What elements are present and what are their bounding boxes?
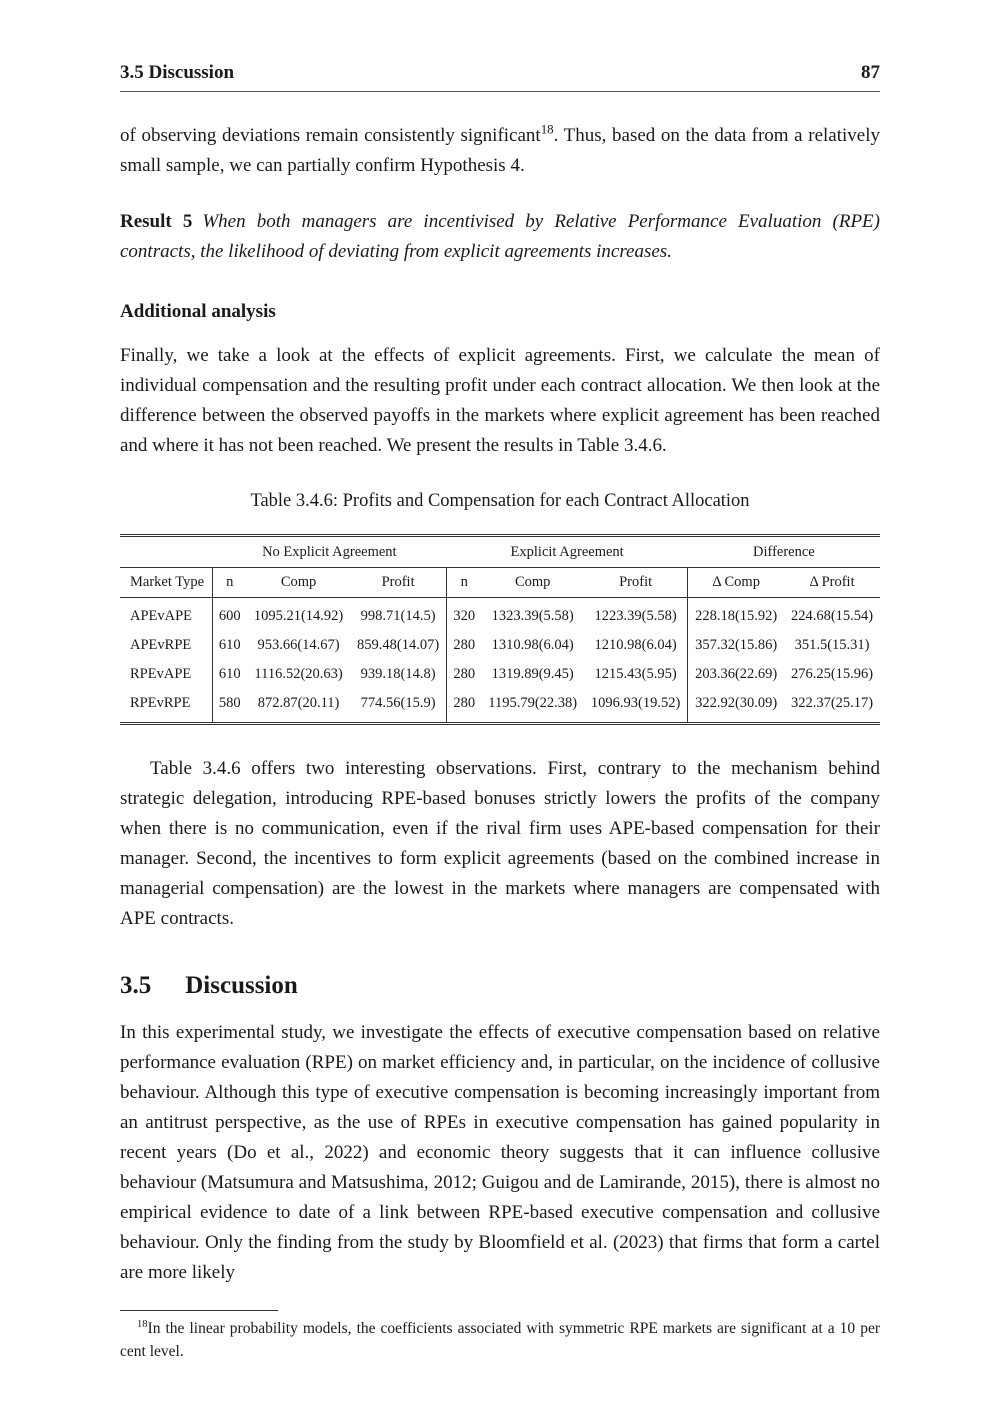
page-number: 87 — [861, 62, 880, 83]
additional-analysis-paragraph: Finally, we take a look at the effects of explicit agreements. First, we calculate the mean of individual compensation and the resulting profit under each contract allocation. We then look at the difference between the observed payoffs in the markets where explicit agreement has been reached and where it has not been reached. We present the results in Table 3.4.6. — [120, 345, 880, 457]
table-row — [120, 660, 880, 689]
table-column-header: Comp — [247, 568, 350, 598]
table-cell: 580 — [218, 695, 241, 712]
footnote-text-block — [120, 1318, 880, 1363]
table-cell: 953.66(14.67) — [257, 637, 340, 654]
section-heading — [120, 972, 880, 1000]
discussion-paragraph: In this experimental study, we investigate the effects of executive compensation based on relative performance evaluation (RPE) on market efficiency and, in particular, on the incidence of collusive behaviour. Although this type of executive compensation is becoming increasingly important from an antitrust perspective, as the use of RPEs in executive compensation has gained popularity in recent years (Do et al., 2022) and economic theory suggests that it can influence collusive behaviour (Matsumura and Matsushima, 2012; Guigou and de Lamirande, 2015), there is almost no empirical evidence to date of a link between RPE-based executive compensation and collusive behaviour. Only the finding from the study by Bloomfield et al. (2023) that firms that form a cartel are more likely — [120, 1022, 880, 1284]
table-cell: 610 — [218, 666, 241, 683]
table-body — [120, 598, 880, 724]
table-cell: 320 — [453, 608, 476, 625]
table-column-header: Δ Comp — [688, 568, 784, 598]
table-cell: 1116.52(20.63) — [254, 666, 343, 683]
table-caption: Table 3.4.6: Profits and Compensation for each Contract Allocation — [250, 491, 750, 512]
table-cell: APEvRPE — [120, 631, 212, 660]
footnote-reference: 18 — [540, 121, 554, 137]
table-cell: 1210.98(6.04) — [584, 631, 688, 660]
table-row — [120, 631, 880, 660]
table-cell: 1195.79(22.38) — [488, 695, 578, 712]
table-group-header: No Explicit Agreement — [212, 536, 446, 568]
table-cell: 280 — [453, 637, 476, 654]
running-head — [120, 62, 880, 92]
table-cell: 224.68(15.54) — [790, 608, 874, 625]
table-column-header: Profit — [350, 568, 446, 598]
running-head-section: 3.5 Discussion — [120, 62, 235, 83]
table-column-header: n — [212, 568, 247, 598]
table-head — [120, 536, 880, 598]
table-group-header-spacer — [120, 536, 212, 568]
table-cell: 774.56(15.9) — [350, 689, 446, 724]
results-table — [120, 534, 880, 725]
table-cell: 1323.39(5.58) — [491, 608, 574, 625]
table-cell: RPEvRPE — [120, 689, 212, 724]
table-cell: 859.48(14.07) — [350, 631, 446, 660]
footnote-text: In the linear probability models, the coefficients associated with symmetric RPE markets are significant at a 10 per cent level. — [120, 1320, 880, 1360]
table-column-header: Δ Profit — [784, 568, 880, 598]
table-cell: 600 — [218, 608, 241, 625]
table-column-header: Comp — [481, 568, 584, 598]
section-title: Discussion — [185, 972, 298, 1000]
table-cell: RPEvAPE — [120, 660, 212, 689]
table-cell: 1096.93(19.52) — [584, 689, 688, 724]
table-cell: 1095.21(14.92) — [253, 608, 344, 625]
result-statement — [120, 207, 880, 267]
table-group-header: Explicit Agreement — [447, 536, 688, 568]
result-label: Result 5 — [120, 211, 193, 233]
table-column-header: n — [447, 568, 482, 598]
table-cell: 228.18(15.92) — [695, 608, 778, 625]
table-cell: 357.32(15.86) — [695, 637, 778, 654]
table-row — [120, 689, 880, 724]
paragraph-text: of observing deviations remain consistently significant — [120, 125, 541, 146]
additional-analysis-heading: Additional analysis — [120, 301, 276, 323]
footnote-rule — [120, 1310, 278, 1311]
table-discussion-paragraph: Table 3.4.6 offers two interesting observations. First, contrary to the mechanism behind strategic delegation, introducing RPE-based bonuses strictly lowers the profits of the company when there is no communication, even if the rival firm uses APE-based compensation for their manager. Second, the incentives to form explicit agreements (based on the combined increase in managerial compensation) are the lowest in the markets where managers are compensated with APE contracts. — [120, 758, 880, 930]
table-cell: 351.5(15.31) — [794, 637, 870, 654]
table-cell: 322.92(30.09) — [695, 695, 778, 712]
table-cell: 872.87(20.11) — [257, 695, 340, 712]
table-cell: 610 — [218, 637, 241, 654]
table-cell: 1319.89(9.45) — [491, 666, 574, 683]
table-column-header: Market Type — [120, 568, 212, 598]
paragraph-text: . Thus, based on the data from a relatively small sample, we can partially confirm Hypothesis 4. — [120, 125, 880, 177]
table-cell: 1215.43(5.95) — [584, 660, 688, 689]
table-group-header-row — [120, 536, 880, 568]
result-text: When both managers are incentivised by Relative Performance Evaluation (RPE) contracts, the likelihood of deviating from explicit agreements increases. — [120, 211, 880, 263]
table-cell: 280 — [453, 666, 476, 683]
section-number: 3.5 — [120, 972, 152, 1000]
footnote — [120, 1310, 880, 1363]
table-cell: 939.18(14.8) — [350, 660, 446, 689]
table-cell: 1310.98(6.04) — [491, 637, 574, 654]
table-cell: 276.25(15.96) — [790, 666, 874, 683]
table-cell: 1223.39(5.58) — [584, 598, 688, 632]
table-group-header: Difference — [688, 536, 880, 568]
table-row — [120, 598, 880, 632]
table-cell: 998.71(14.5) — [350, 598, 446, 632]
table-column-header-row — [120, 568, 880, 598]
table-column-header: Profit — [584, 568, 688, 598]
table-cell: 203.36(22.69) — [695, 666, 778, 683]
footnote-marker: 18 — [137, 1319, 148, 1331]
table-cell: 322.37(25.17) — [790, 695, 874, 712]
table-cell: APEvAPE — [120, 598, 212, 632]
paragraph-continuation — [120, 121, 880, 181]
table-cell: 280 — [453, 695, 476, 712]
